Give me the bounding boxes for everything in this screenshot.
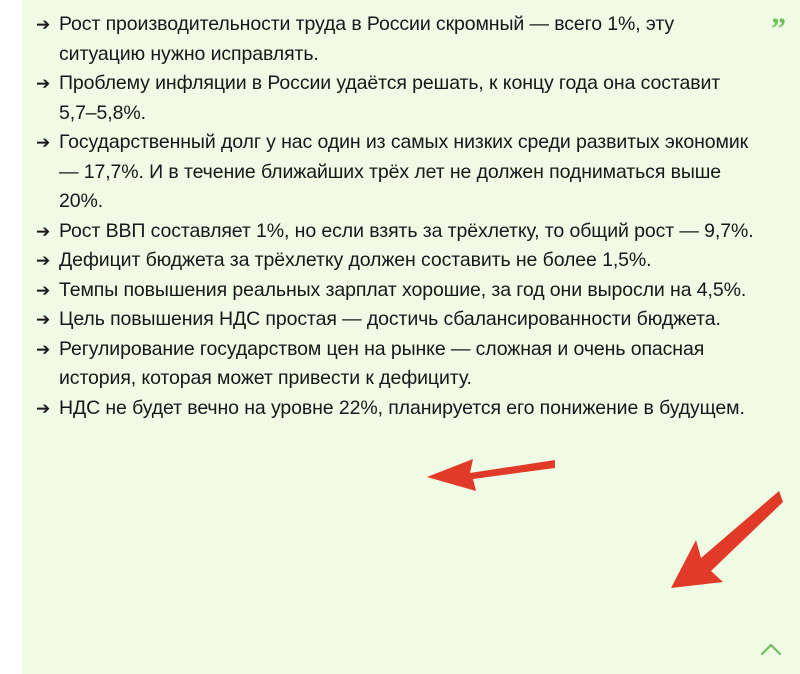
- bullet-list: [36, 10, 760, 423]
- list-item: [36, 246, 760, 276]
- list-item-text: Государственный долг у нас один из самых низких среди развитых экономик — 17,7%. И в течение ближайших трёх лет не должен подниматься выше 20%.: [59, 131, 749, 212]
- message-bubble: [22, 0, 800, 674]
- arrow-bullet-icon: ➔: [36, 221, 51, 241]
- list-item-text: Регулирование государством цен на рынке — сложная и очень опасная история, которая может привести к дефициту.: [59, 337, 705, 389]
- list-item: [36, 217, 760, 247]
- list-item: [36, 10, 760, 69]
- list-item-text: Рост производительности труда в России скромный — всего 1%, эту ситуацию нужно исправлять.: [59, 13, 675, 65]
- arrow-bullet-icon: ➔: [36, 133, 51, 152]
- quote-mark-icon: ”: [771, 12, 786, 45]
- list-item: [36, 276, 760, 306]
- list-item-text: Дефицит бюджета за трёхлетку должен составить не более 1,5%.: [59, 249, 652, 271]
- list-item-text: НДС не будет вечно на уровне 22%, планируется его понижение в будущем.: [59, 396, 745, 419]
- list-item-text: Темпы повышения реальных зарплат хорошие, за год они выросли на 4,5%.: [59, 278, 747, 301]
- bubble-left-margin: [0, 0, 22, 674]
- arrow-bullet-icon: ➔: [36, 74, 51, 93]
- arrow-bullet-icon: ➔: [36, 339, 51, 359]
- arrow-bullet-icon: ➔: [36, 280, 51, 300]
- list-item: [36, 305, 760, 335]
- arrow-bullet-icon: ➔: [36, 251, 51, 270]
- list-item: [36, 394, 760, 424]
- list-item: [36, 128, 760, 217]
- list-item-text: Проблему инфляции в России удаётся решать, к концу года она составит 5,7–5,8%.: [59, 72, 721, 124]
- arrow-bullet-icon: ➔: [36, 398, 51, 418]
- list-item: [36, 69, 760, 128]
- arrow-bullet-icon: ➔: [36, 310, 51, 329]
- list-item: [36, 335, 760, 394]
- chevron-up-icon[interactable]: [760, 642, 782, 656]
- arrow-bullet-icon: ➔: [36, 15, 51, 34]
- list-item-text: Рост ВВП составляет 1%, но если взять за трёхлетку, то общий рост — 9,7%.: [59, 219, 754, 242]
- list-item-text: Цель повышения НДС простая — достичь сбалансированности бюджета.: [59, 308, 721, 330]
